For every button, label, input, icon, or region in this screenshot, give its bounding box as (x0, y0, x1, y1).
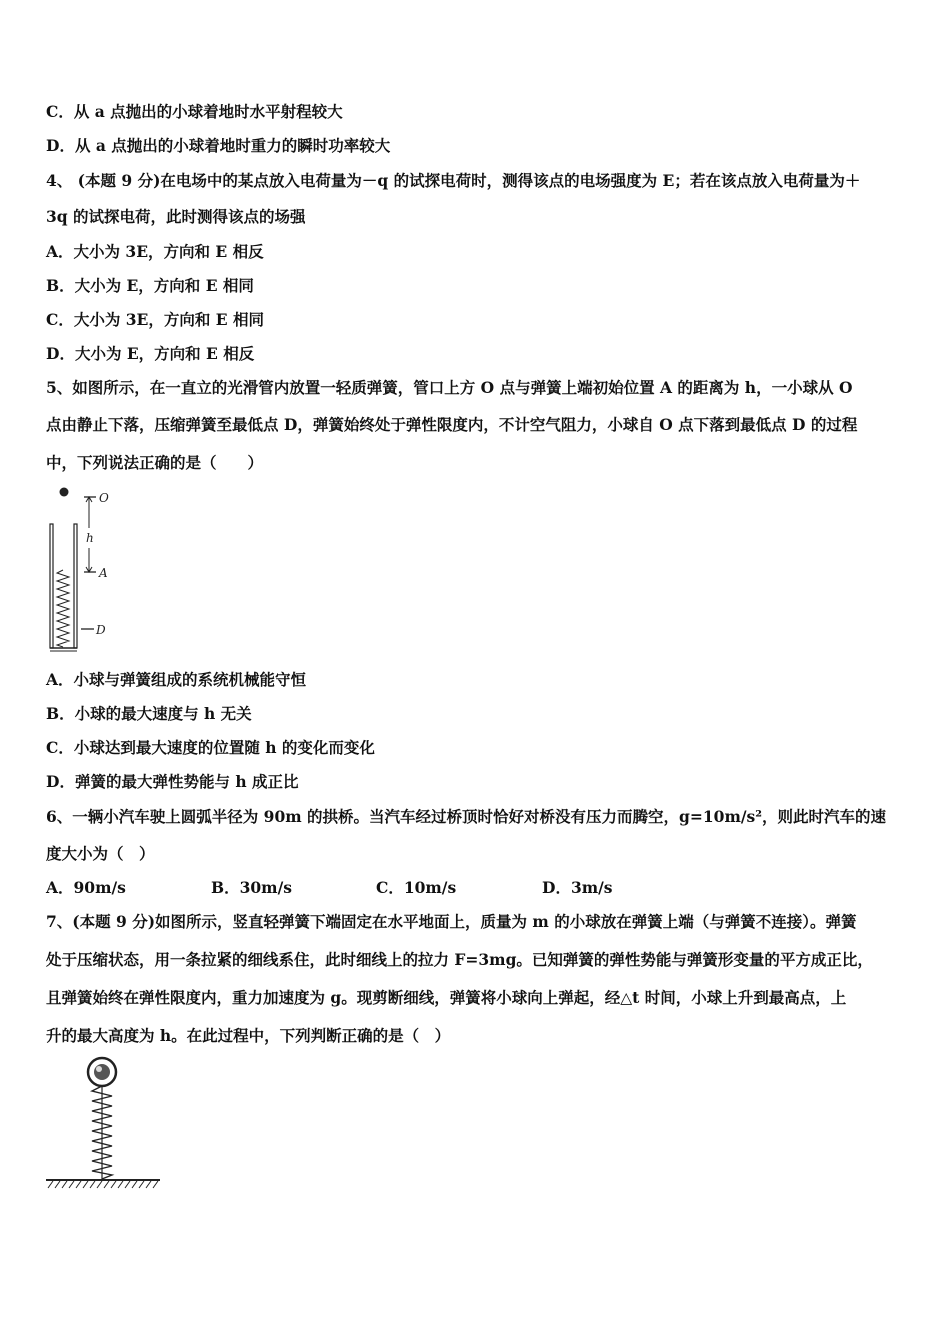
q5-option-b: B．小球的最大速度与 h 无关 (46, 704, 252, 723)
q5-tube-spring-figure (44, 484, 124, 656)
q5-tube-right-wall (74, 524, 77, 648)
q4-option-a: A．大小为 3E，方向和 E 相反 (46, 242, 264, 261)
q5-stem-line2: 点由静止下落，压缩弹簧至最低点 D，弹簧始终处于弹性限度内，不计空气阻力，小球自 O 点下落到最低点 D 的过程 (46, 415, 858, 434)
q5-stem-line3: 中，下列说法正确的是（ ） (46, 453, 264, 472)
q3-option-d: D．从 a 点抛出的小球着地时重力的瞬时功率较大 (46, 136, 391, 155)
q6-option-c: C．10m/s (376, 878, 457, 897)
q5-label-a: A (99, 566, 108, 580)
q3-option-c: C．从 a 点抛出的小球着地时水平射程较大 (46, 102, 343, 121)
q4-option-b: B．大小为 E，方向和 E 相同 (46, 276, 254, 295)
q5-label-d: D (96, 623, 106, 637)
q4-option-c: C．大小为 3E，方向和 E 相同 (46, 310, 264, 329)
q7-spring-ball-figure (44, 1054, 164, 1190)
q5-label-o: O (99, 491, 109, 505)
q4-stem-line1: 4、 (本题 9 分)在电场中的某点放入电荷量为－q 的试探电荷时，测得该点的电场强度为 E；若在该点放入电荷量为＋ (46, 171, 861, 190)
q5-spring (57, 570, 69, 647)
q5-stem-line1: 5、如图所示，在一直立的光滑管内放置一轻质弹簧，管口上方 O 点与弹簧上端初始位置 A 的距离为 h，一小球从 O (46, 378, 853, 397)
q5-label-h: h (86, 531, 94, 545)
q4-stem-line2: 3q 的试探电荷，此时测得该点的场强 (46, 207, 306, 226)
q6-option-a: A．90m/s (46, 878, 126, 897)
q7-stem-line4: 升的最大高度为 h。在此过程中，下列判断正确的是（ ） (46, 1026, 451, 1045)
q6-option-d: D．3m/s (542, 878, 613, 897)
q5-option-a: A．小球与弹簧组成的系统机械能守恒 (46, 670, 307, 689)
q5-option-c: C．小球达到最大速度的位置随 h 的变化而变化 (46, 738, 375, 757)
q7-stem-line1: 7、(本题 9 分)如图所示，竖直轻弹簧下端固定在水平地面上，质量为 m 的小球放在弹簧上端（与弹簧不连接）。弹簧 (46, 912, 857, 931)
q6-stem-line1: 6、一辆小汽车驶上圆弧半径为 90m 的拱桥。当汽车经过桥顶时恰好对桥没有压力而腾空，g=10m/s²，则此时汽车的速 (46, 807, 887, 826)
q4-option-d: D．大小为 E，方向和 E 相反 (46, 344, 255, 363)
q6-option-b: B．30m/s (211, 878, 292, 897)
q7-stem-line2: 处于压缩状态，用一条拉紧的细线系住，此时细线上的拉力 F=3mg。已知弹簧的弹性势能与弹簧形变量的平方成正比， (46, 950, 873, 969)
q6-stem-line2: 度大小为（ ） (46, 844, 155, 863)
q5-ball (60, 488, 69, 497)
q6-options-row (46, 877, 646, 899)
q7-stem-line3: 且弹簧始终在弹性限度内，重力加速度为 g。现剪断细线，弹簧将小球向上弹起，经△t 时间，小球上升到最高点，上 (46, 988, 847, 1007)
q5-tube-left-wall (50, 524, 53, 648)
q5-option-d: D．弹簧的最大弹性势能与 h 成正比 (46, 772, 299, 791)
